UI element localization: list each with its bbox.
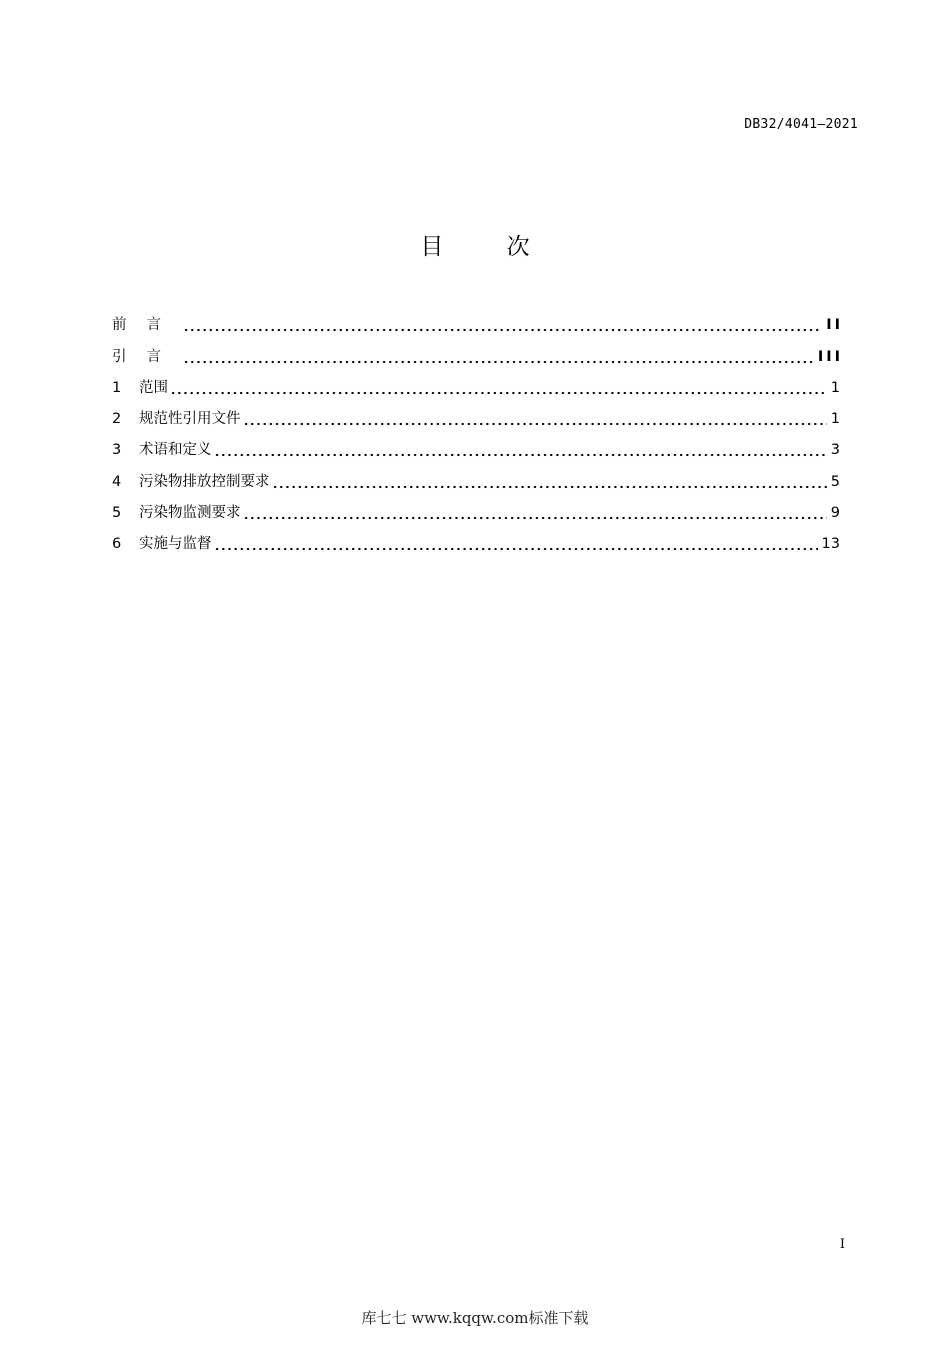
toc-entry-label: 术语和定义 — [139, 442, 212, 459]
toc-entry-emission-control[interactable] — [112, 462, 840, 493]
toc-entry-label: 规范性引用文件 — [139, 411, 241, 428]
toc-leader-dots — [183, 313, 822, 337]
toc-leader-dots — [243, 407, 827, 431]
toc-entry-page: 1 — [830, 379, 840, 396]
toc-entry-number: 4 — [112, 473, 122, 490]
standard-code: DB32/4041—2021 — [744, 117, 858, 132]
toc-entry-page: III — [817, 348, 843, 365]
toc-entry-number: 6 — [112, 536, 122, 553]
table-of-contents — [112, 306, 843, 556]
toc-entry-page: 1 — [830, 411, 840, 428]
toc-leader-dots — [170, 376, 827, 400]
toc-leader-dots — [183, 345, 814, 369]
download-watermark: 库七七 www.kqqw.com标准下载 — [361, 1309, 589, 1327]
toc-leader-dots — [214, 438, 827, 462]
toc-entry-page: II — [826, 317, 843, 334]
toc-entry-number: 5 — [112, 505, 122, 522]
toc-entry-normative-references[interactable] — [112, 400, 840, 431]
toc-entry-foreword[interactable] — [112, 306, 843, 337]
toc-entry-label: 前言 — [112, 317, 181, 334]
toc-title: 目 次 — [420, 234, 558, 260]
page-number: I — [839, 1237, 845, 1252]
toc-entry-terms-definitions[interactable] — [112, 431, 840, 462]
toc-entry-page: 13 — [821, 536, 840, 553]
toc-entry-label: 污染物排放控制要求 — [139, 473, 270, 490]
toc-leader-dots — [214, 532, 818, 556]
toc-entry-label: 污染物监测要求 — [139, 505, 241, 522]
toc-entry-page: 3 — [830, 442, 840, 459]
toc-entry-implementation[interactable] — [112, 525, 840, 556]
toc-entry-monitoring[interactable] — [112, 494, 840, 525]
toc-entry-page: 5 — [830, 473, 840, 490]
toc-entry-label: 实施与监督 — [139, 536, 212, 553]
toc-entry-number: 2 — [112, 411, 122, 428]
toc-entry-page: 9 — [830, 505, 840, 522]
toc-entry-label: 范围 — [139, 379, 168, 396]
toc-leader-dots — [272, 470, 827, 494]
toc-entry-scope[interactable] — [112, 369, 840, 400]
toc-entry-introduction[interactable] — [112, 337, 843, 368]
toc-leader-dots — [243, 501, 827, 525]
toc-entry-number: 3 — [112, 442, 122, 459]
toc-entry-number: 1 — [112, 379, 122, 396]
toc-entry-label: 引言 — [112, 348, 181, 365]
